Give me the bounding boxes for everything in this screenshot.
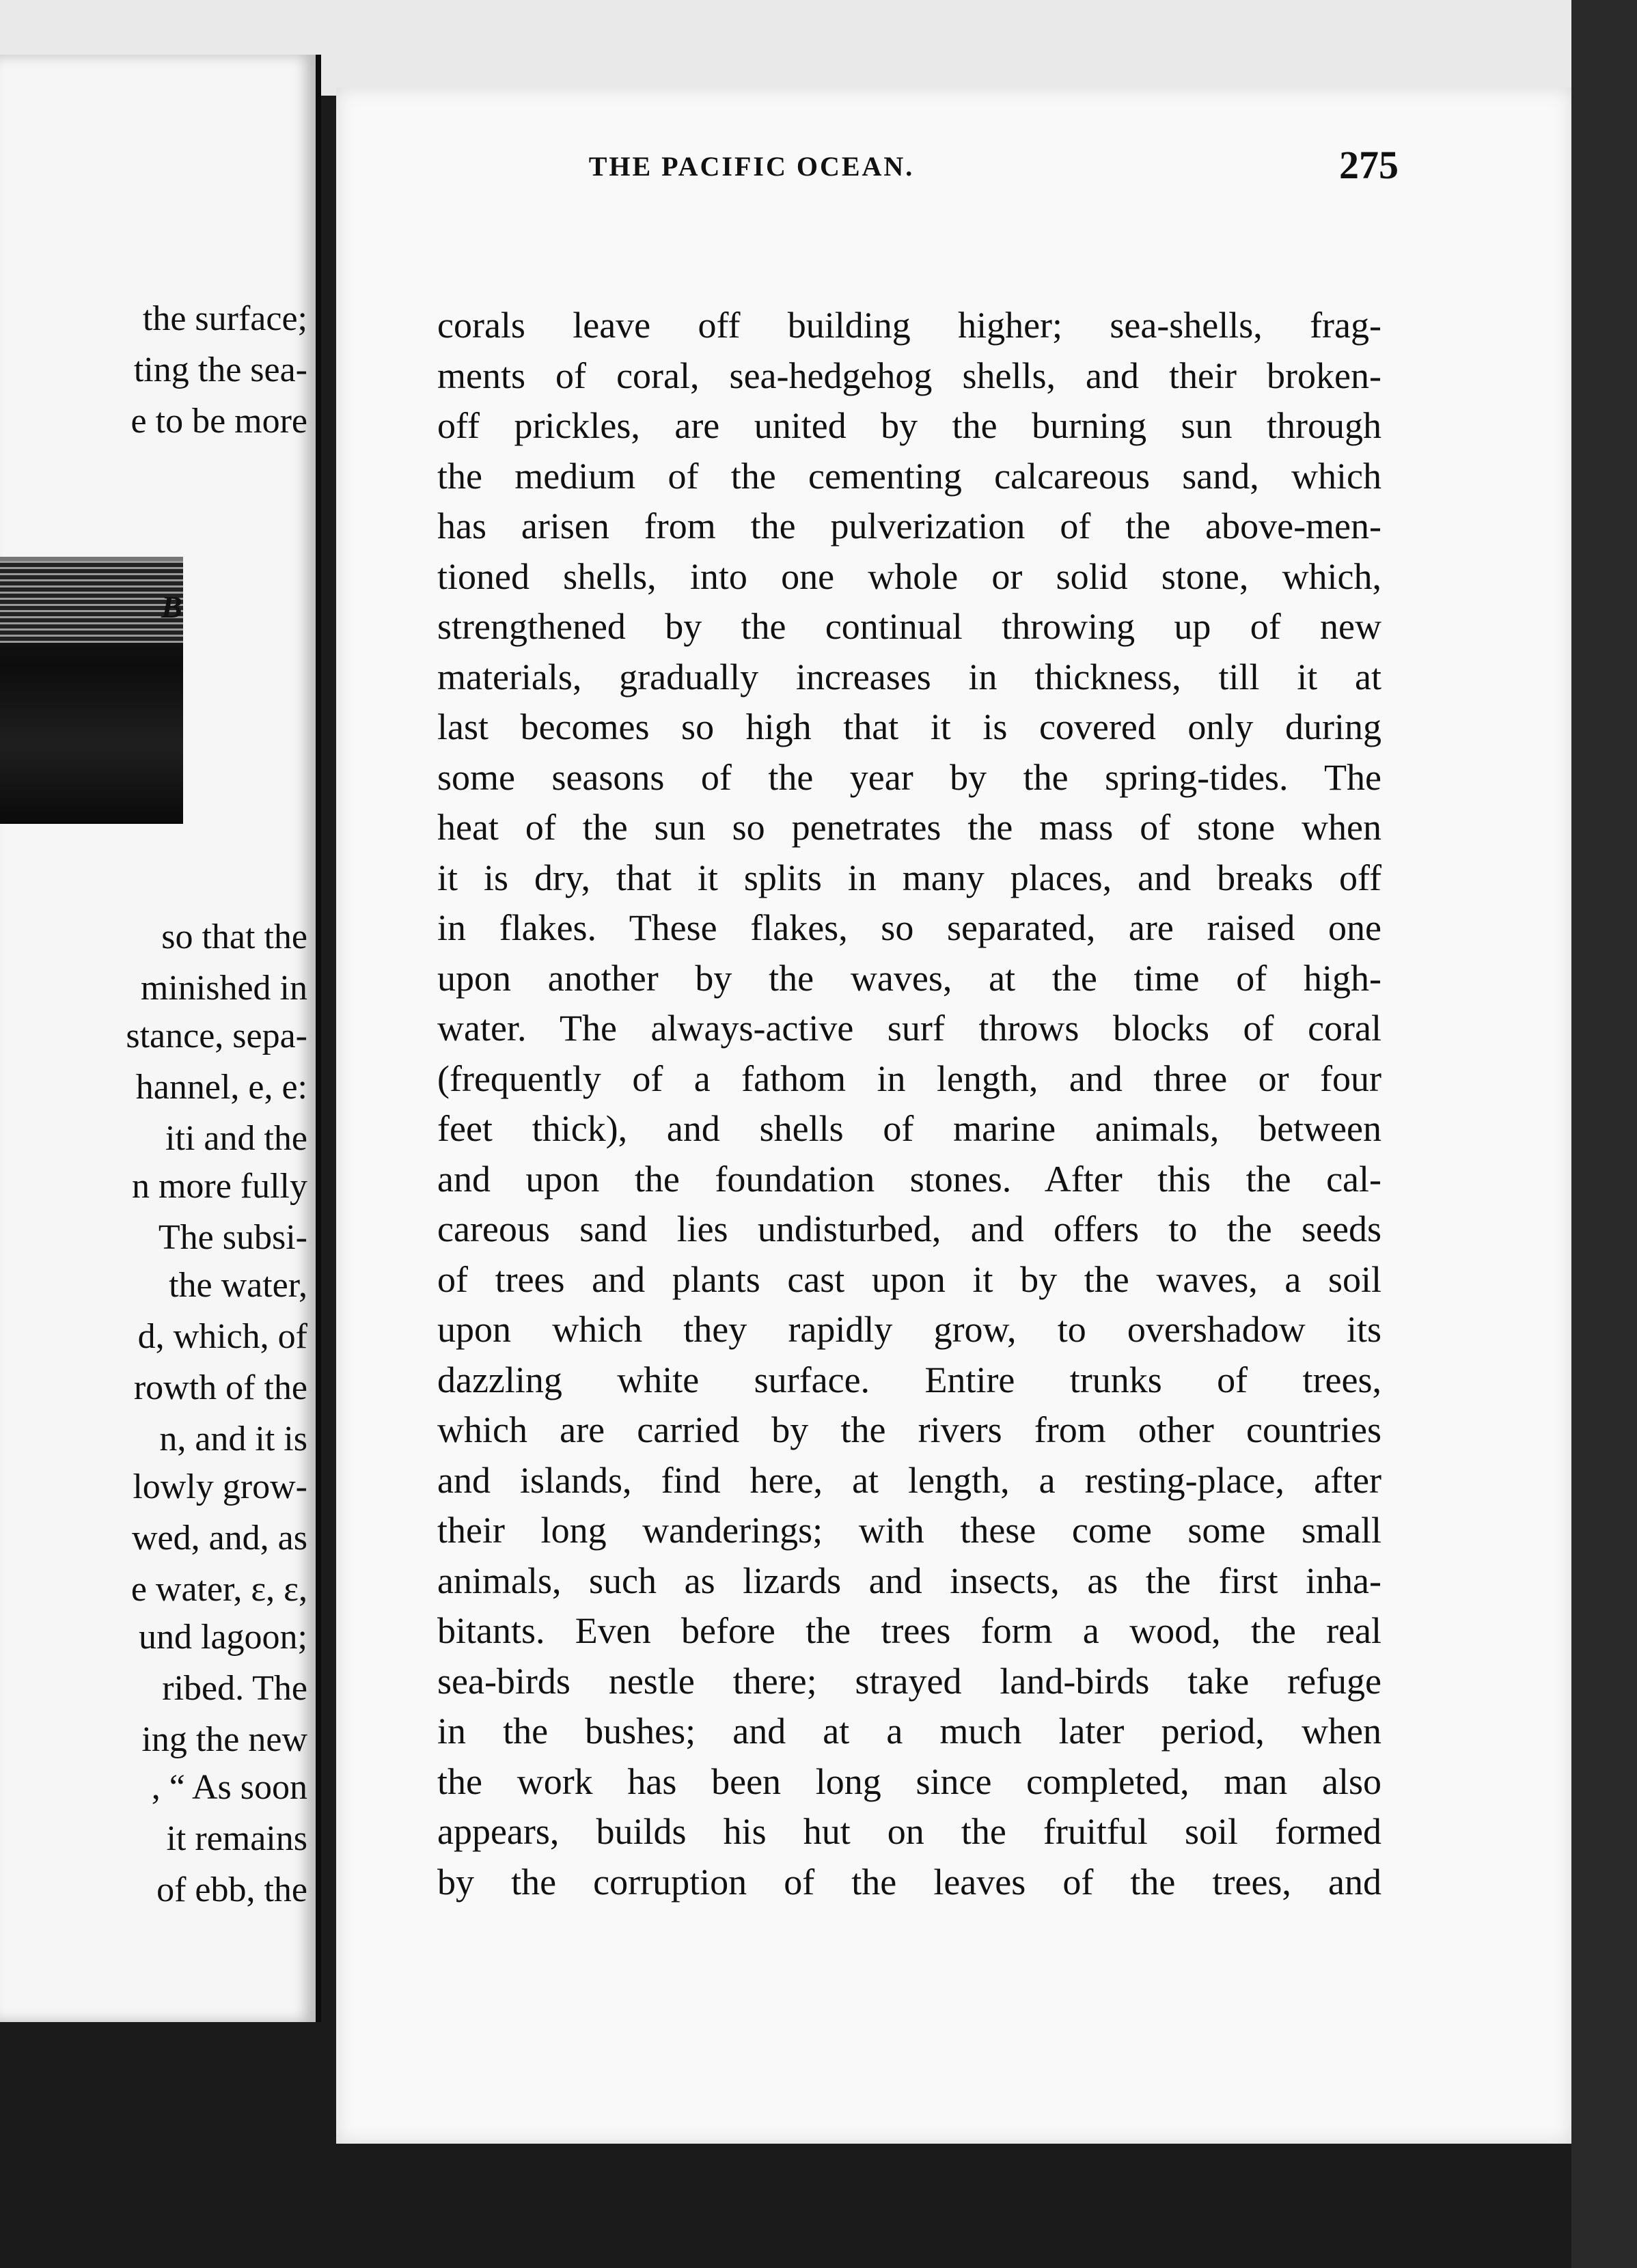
text-line: materials, gradually increases in thickness, till it at [437,656,1381,697]
facing-page-line: minished in [140,969,307,1008]
facing-page-line: ing the new [141,1720,307,1759]
facing-page-line: it remains [166,1819,307,1858]
text-line: and islands, find here, at length, a resting-place, after [437,1459,1381,1501]
text-line: their long wanderings; with these come some small [437,1510,1381,1551]
text-line: dazzling white surface. Entire trunks of trees, [437,1359,1381,1400]
text-line: corals leave off building higher; sea-shells, frag- [437,305,1381,346]
facing-page-line: ribed. The [162,1669,307,1708]
facing-page-line: stance, sepa- [126,1017,307,1055]
text-line: in flakes. These flakes, so separated, are raised one [437,907,1381,948]
facing-page-line: The subsi- [158,1218,307,1257]
text-line: ments of coral, sea-hedgehog shells, and their broken- [437,355,1381,396]
facing-page-line: , “ As soon [151,1768,307,1807]
text-line: feet thick), and shells of marine animals, between [437,1108,1381,1149]
facing-page-line: the surface; [142,299,307,338]
text-line: (frequently of a fathom in length, and three or four [437,1057,1381,1099]
text-line: in the bushes; and at a much later period, when [437,1711,1381,1752]
facing-page-line: of ebb, the [156,1870,307,1909]
text-line: strengthened by the continual throwing up of new [437,606,1381,647]
facing-page-line: the water, [169,1266,307,1305]
facing-page-line: e to be more [130,402,307,441]
facing-page-line: n more fully [131,1167,307,1206]
text-line: of trees and plants cast upon it by the waves, a soil [437,1258,1381,1300]
facing-page-line: wed, and, as [131,1519,307,1558]
facing-page-line: iti and the [165,1119,307,1158]
text-line: appears, builds his hut on the fruitful soil formed [437,1811,1381,1852]
facing-page-line: e water, ε, ε, [130,1570,307,1609]
text-line: last becomes so high that it is covered only during [437,706,1381,747]
scanner-edge [1571,0,1637,2268]
text-line: careous sand lies undisturbed, and offers to the seeds [437,1208,1381,1249]
running-head: THE PACIFIC OCEAN. [588,151,915,182]
text-line: the medium of the cementing calcareous sand, which [437,455,1381,497]
facing-page-line: n, and it is [159,1420,307,1458]
text-line: it is dry, that it splits in many places, and breaks off [437,857,1381,898]
text-line: tioned shells, into one whole or solid stone, which, [437,555,1381,597]
facing-page-line: lowly grow- [133,1467,307,1506]
text-line: some seasons of the year by the spring-tides. The [437,756,1381,798]
text-line: and upon the foundation stones. After this the cal- [437,1158,1381,1200]
page-number: 275 [1339,143,1399,187]
text-line: the work has been long since completed, man also [437,1760,1381,1802]
text-line: off prickles, are united by the burning sun through [437,405,1381,446]
facing-page-line: ting the sea- [133,350,307,389]
text-line: upon another by the waves, at the time of high- [437,957,1381,999]
engraving-figure [0,557,183,824]
text-line: bitants. Even before the trees form a wood, the real [437,1610,1381,1651]
engraving-hatching [0,561,183,643]
facing-page [0,55,321,2022]
text-line: by the corruption of the leaves of the trees, and [437,1861,1381,1903]
text-line: water. The always-active surf throws blocks of coral [437,1008,1381,1049]
facing-page-line: so that the [161,917,307,956]
text-line: which are carried by the rivers from other countries [437,1409,1381,1450]
facing-page-line: und lagoon; [139,1618,307,1657]
figure-label: B [161,590,182,624]
facing-page-line: rowth of the [133,1368,307,1407]
text-line: sea-birds nestle there; strayed land-birds take refuge [437,1660,1381,1702]
text-line: has arisen from the pulverization of the above-men- [437,506,1381,547]
text-line: heat of the sun so penetrates the mass of stone when [437,807,1381,848]
text-line: upon which they rapidly grow, to overshadow its [437,1309,1381,1350]
body-text [437,301,1381,1907]
text-line: animals, such as lizards and insects, as the first inha- [437,1560,1381,1601]
facing-page-line: d, which, of [137,1317,307,1356]
facing-page-line: hannel, e, e: [135,1068,307,1107]
